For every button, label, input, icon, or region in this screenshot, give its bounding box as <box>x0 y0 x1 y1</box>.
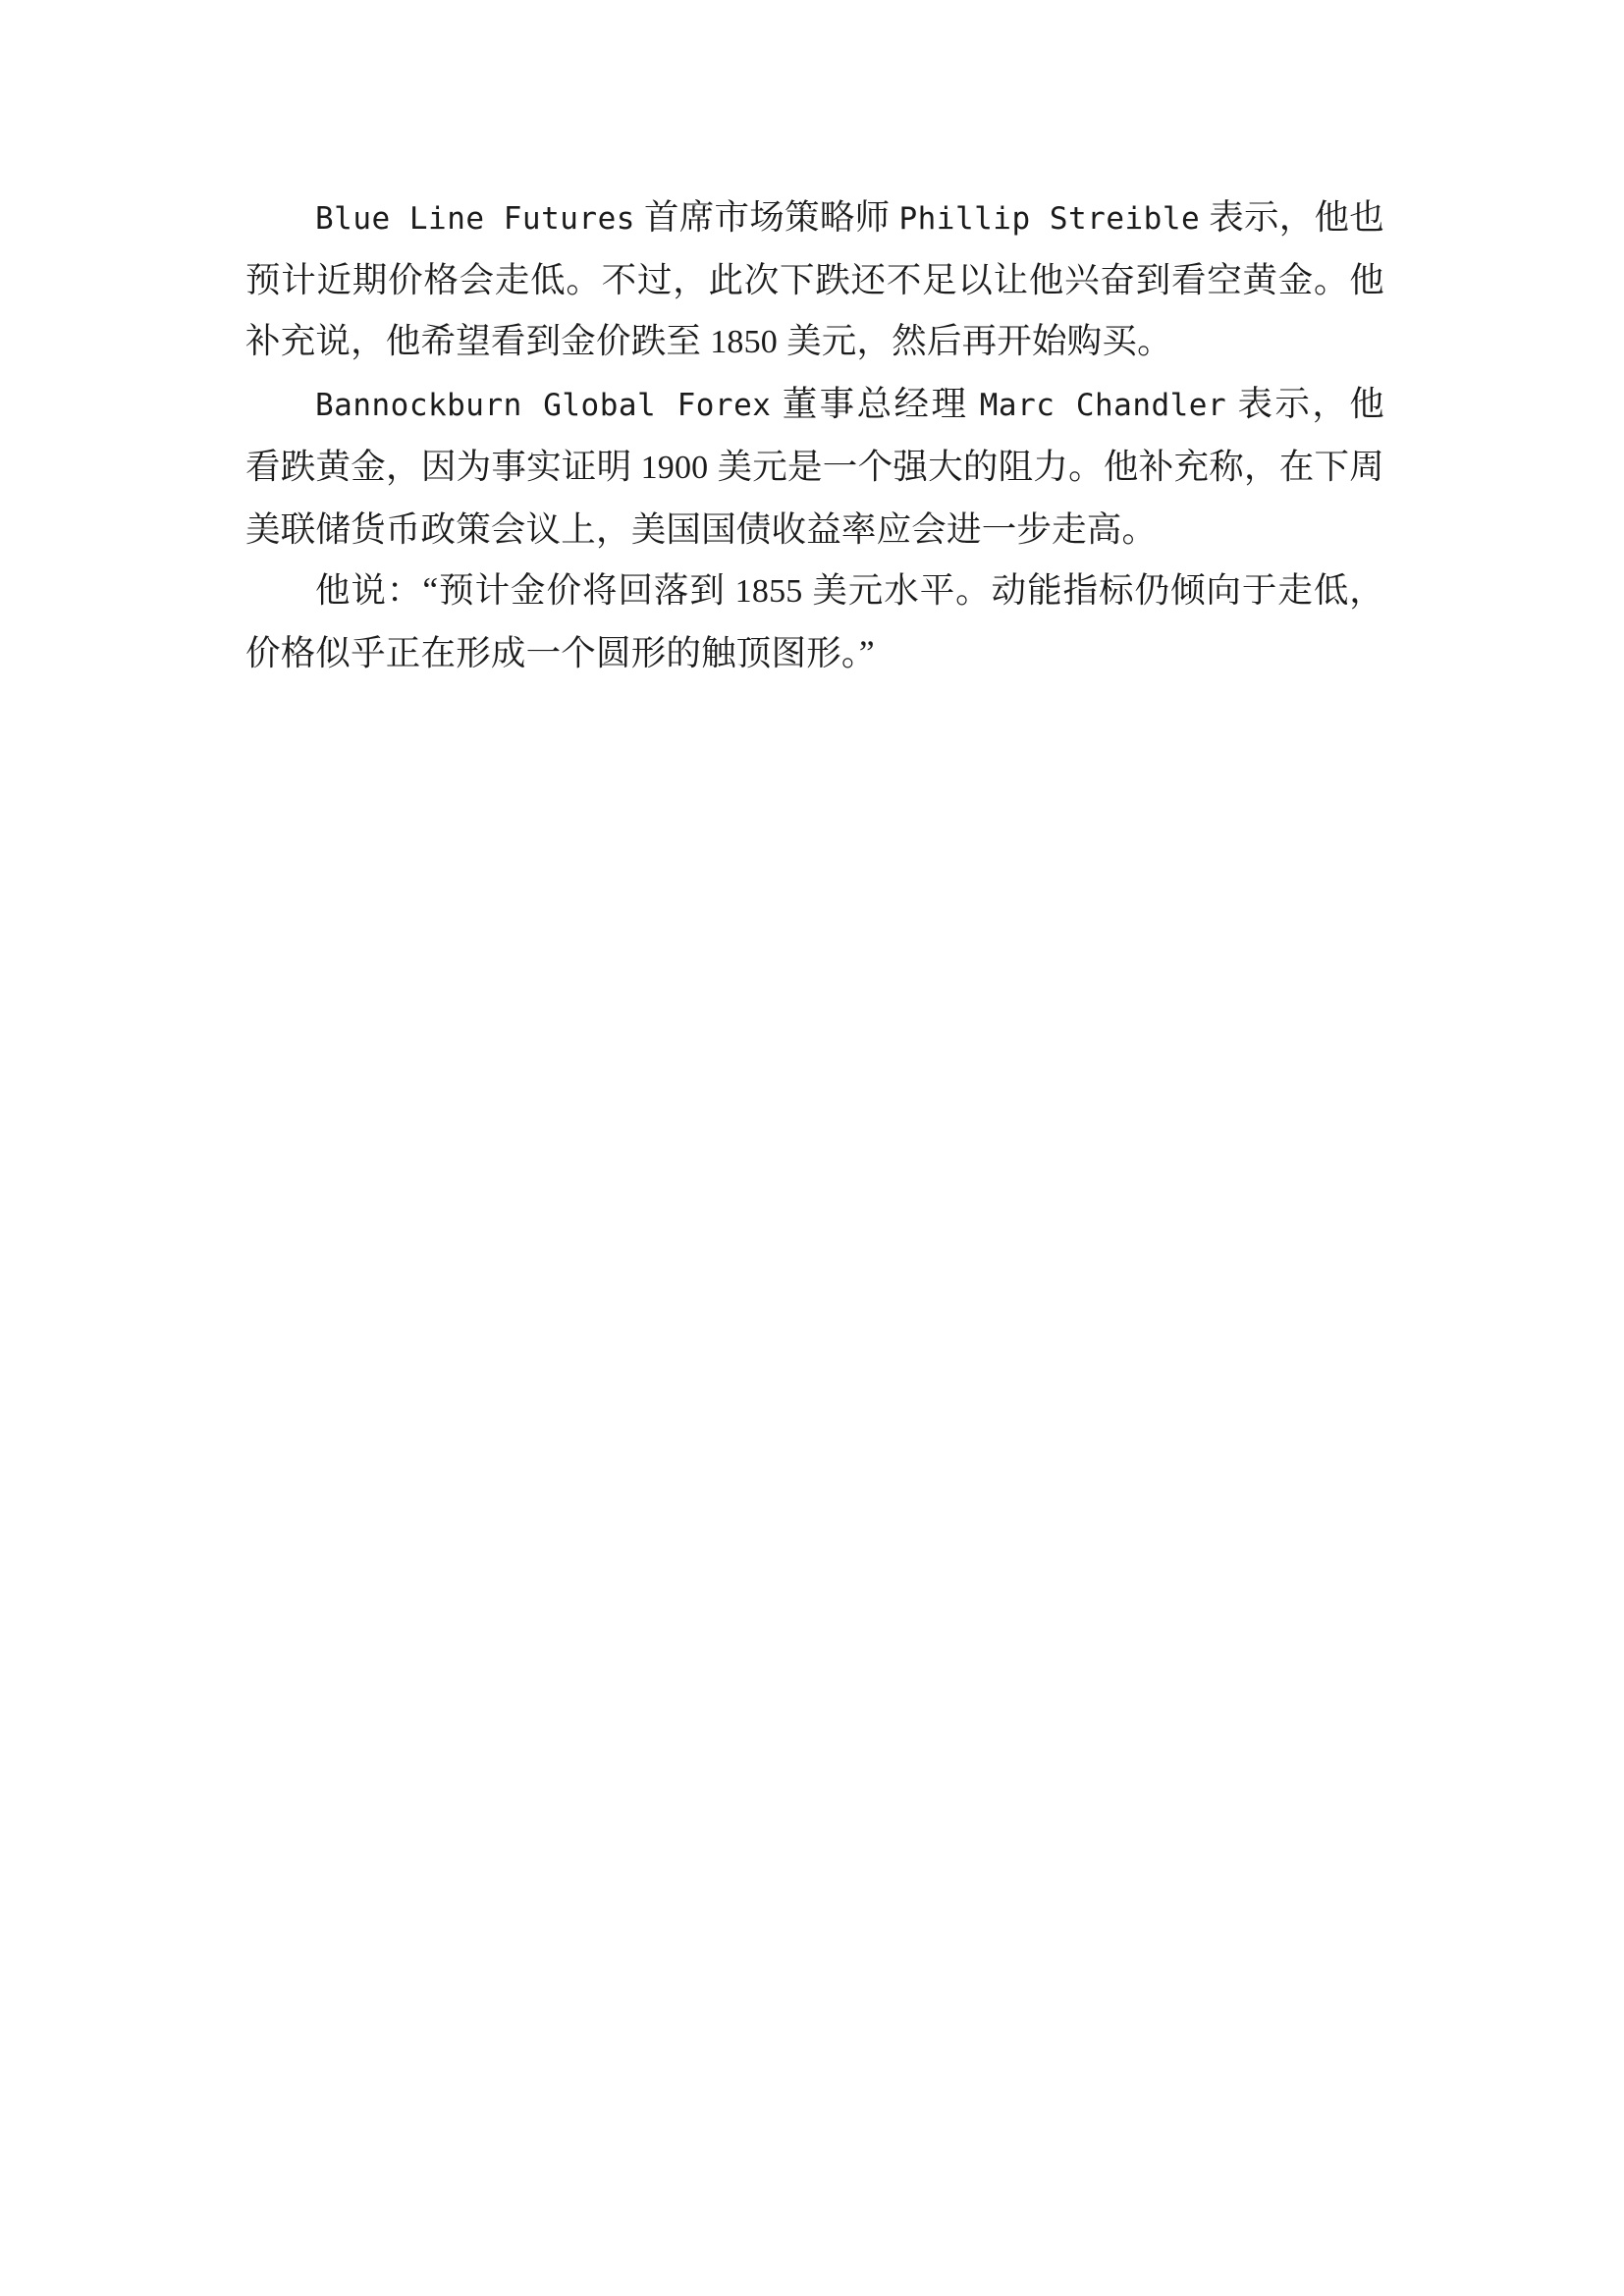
paragraph-1-segment-cjk-1: 首席市场策略师 <box>634 197 899 237</box>
paragraph-2-segment-cjk-1: 董事总经理 <box>771 384 980 423</box>
document-body <box>245 187 1384 683</box>
paragraph-3-segment-cjk-1: 他说：“预计金价将回落到 <box>315 570 735 610</box>
paragraph-1-segment-latin-2: Phillip Streible <box>898 201 1201 237</box>
paragraph-1-segment-number: 1850 <box>710 324 778 360</box>
paragraph-1-segment-latin-1: Blue Line Futures <box>315 201 635 237</box>
paragraph-2-segment-number: 1900 <box>640 450 709 486</box>
paragraph-1-segment-cjk-3: 美元，然后再开始购买。 <box>778 321 1172 360</box>
paragraph-3-segment-number: 1855 <box>734 573 803 610</box>
paragraph-2-segment-cjk-3: 美元是一个强大的阻力。他补充称，在下周美联储货币政策会议上，美国国债收益率应会进一步走高。 <box>245 447 1384 549</box>
paragraph-1-segment-cjk-2: 表示，他也预计近期价格会走低。不过，此次下跌还不足以让他兴奋到看空黄金。他补充说，他希望看到金价跌至 <box>245 197 1385 360</box>
paragraph-3-segment-cjk-2: 美元水平。动能指标仍倾向于走低，价格似乎正在形成一个圆形的触顶图形。” <box>245 570 1384 672</box>
paragraph-2 <box>245 373 1384 560</box>
paragraph-2-segment-latin-1: Bannockburn Global Forex <box>315 388 772 423</box>
paragraph-2-segment-latin-2: Marc Chandler <box>979 388 1227 423</box>
paragraph-2-segment-cjk-2: 表示，他看跌黄金，因为事实证明 <box>245 384 1384 486</box>
paragraph-1 <box>245 187 1384 373</box>
paragraph-3 <box>245 560 1384 683</box>
